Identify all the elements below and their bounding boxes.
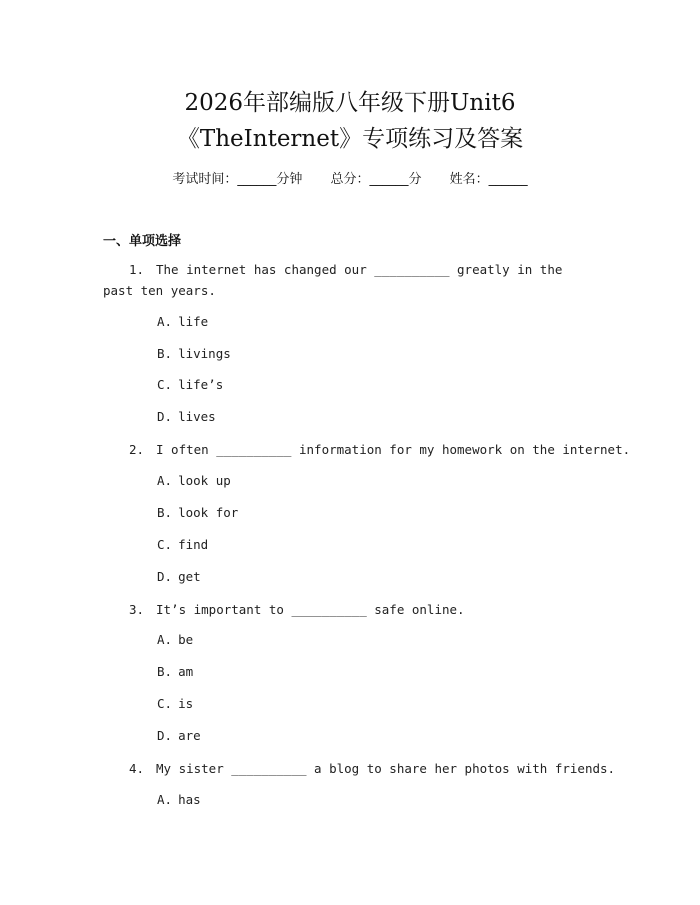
option-letter: D. <box>157 409 173 424</box>
question-3 <box>103 599 593 620</box>
question-text: I often __________ information for my homework on the internet. <box>156 442 631 457</box>
option-2d <box>157 569 201 584</box>
option-text: livings <box>178 346 231 361</box>
option-letter: A. <box>157 792 173 807</box>
option-1c <box>157 377 223 392</box>
question-number: 4. <box>129 761 145 776</box>
option-3c <box>157 696 193 711</box>
option-text: get <box>178 569 201 584</box>
option-letter: B. <box>157 346 173 361</box>
option-4a <box>157 792 201 807</box>
option-1a <box>157 314 208 329</box>
option-letter: B. <box>157 664 173 679</box>
exam-name: 姓名：______ <box>449 172 528 187</box>
option-text: am <box>178 664 194 679</box>
option-text: find <box>178 537 209 552</box>
question-number: 2. <box>129 442 145 457</box>
option-text: is <box>178 696 194 711</box>
option-letter: D. <box>157 569 173 584</box>
question-2 <box>103 439 631 460</box>
option-letter: A. <box>157 473 173 488</box>
question-4 <box>103 758 616 779</box>
question-1 <box>103 259 593 301</box>
option-text: lives <box>178 409 216 424</box>
option-text: life <box>178 314 209 329</box>
question-text: My sister __________ a blog to share her photos with friends. <box>156 761 616 776</box>
exam-score: 总分：______分 <box>330 172 422 187</box>
option-1d <box>157 409 216 424</box>
page-title: 2026年部编版八年级下册Unit6 <box>184 90 516 116</box>
option-letter: C. <box>157 696 173 711</box>
option-text: look up <box>178 473 231 488</box>
question-text: It’s important to __________ safe online. <box>156 602 465 617</box>
option-text: life’s <box>178 377 224 392</box>
option-3a <box>157 632 193 647</box>
option-letter: C. <box>157 537 173 552</box>
option-text: are <box>178 728 201 743</box>
option-text: has <box>178 792 201 807</box>
option-letter: A. <box>157 314 173 329</box>
option-2a <box>157 473 231 488</box>
question-number: 3. <box>129 602 145 617</box>
option-text: look for <box>178 505 239 520</box>
exam-time: 考试时间：______分钟 <box>172 172 303 187</box>
option-3d <box>157 728 201 743</box>
option-text: be <box>178 632 194 647</box>
option-3b <box>157 664 193 679</box>
option-1b <box>157 346 231 361</box>
section-title: 一、单项选择 <box>103 234 182 249</box>
option-letter: B. <box>157 505 173 520</box>
option-2c <box>157 537 208 552</box>
exam-meta <box>0 168 700 187</box>
question-number: 1. <box>129 262 145 277</box>
question-text: The internet has changed our __________ greatly in the past ten years. <box>103 262 563 298</box>
option-letter: D. <box>157 728 173 743</box>
page-subtitle: 《TheInternet》专项练习及答案 <box>176 126 524 152</box>
option-2b <box>157 505 238 520</box>
option-letter: C. <box>157 377 173 392</box>
option-letter: A. <box>157 632 173 647</box>
